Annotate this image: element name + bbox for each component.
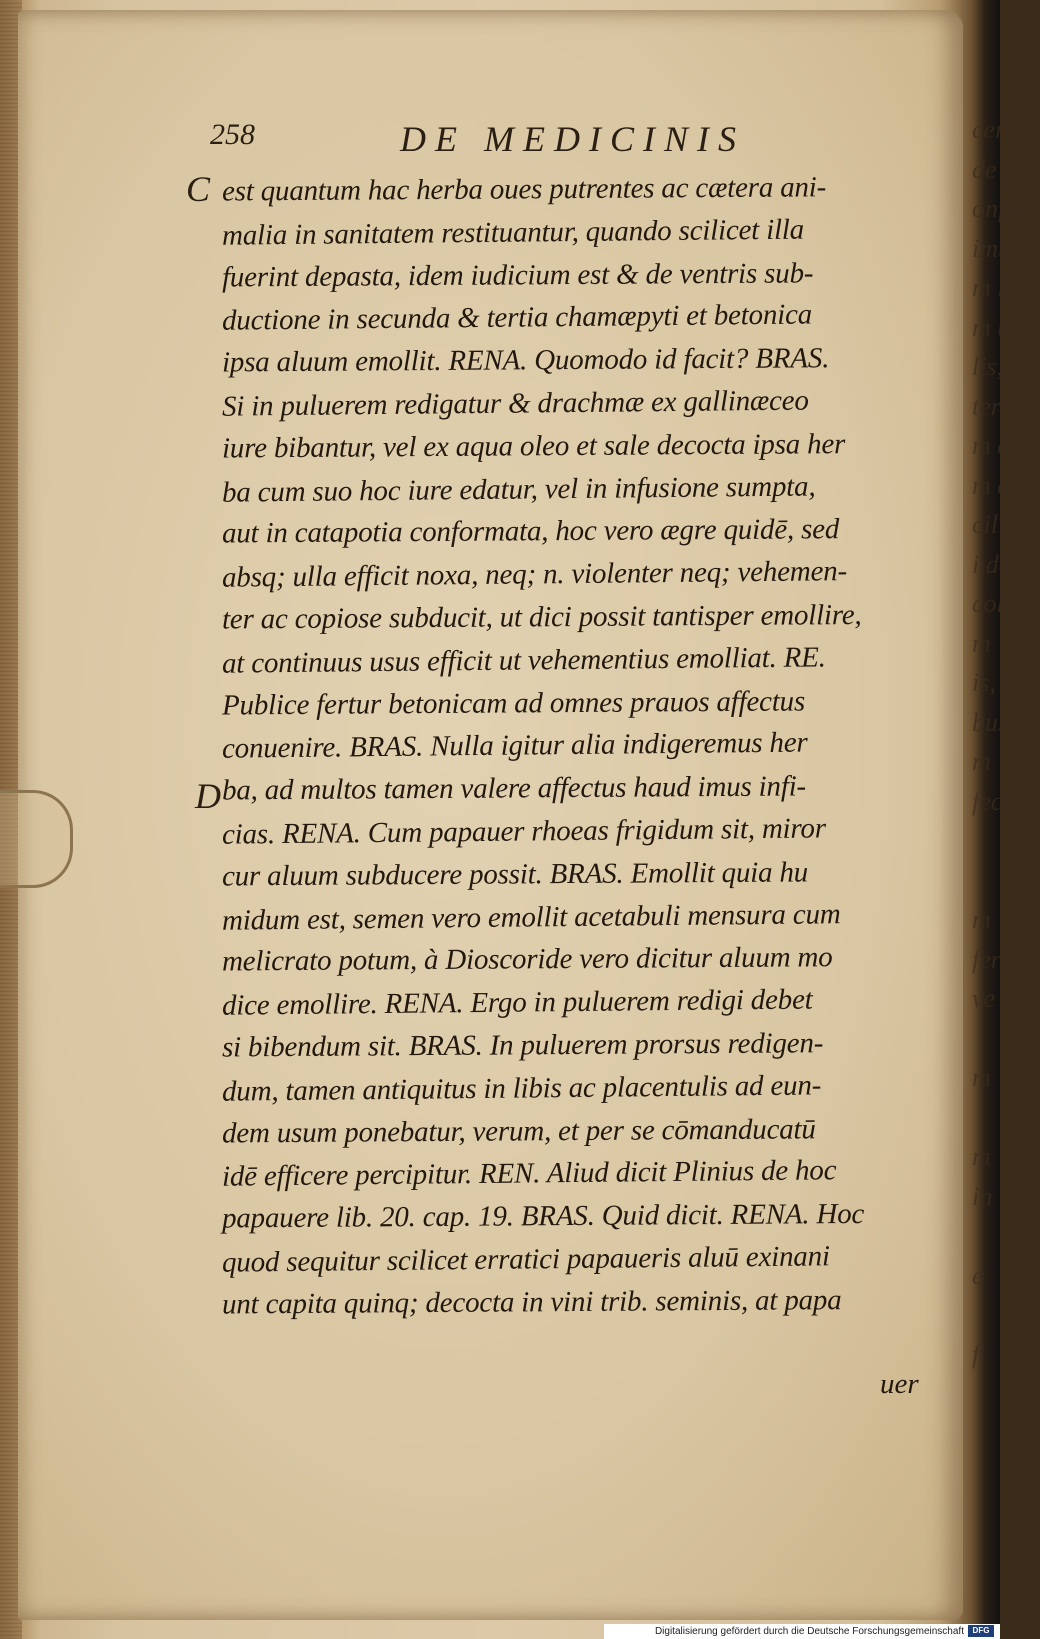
text-line: dem usum ponebatur, verum, et per se cōmanducatū — [221, 1112, 816, 1149]
text-line: malia in sanitatem restituantur, quando scilicet illa — [221, 213, 805, 252]
margin-letter-c: C — [186, 169, 211, 209]
book-clasp — [0, 790, 73, 888]
digitization-credit-banner — [604, 1624, 1000, 1639]
digitization-credit: Digitalisierung gefördert durch die Deutsche Forschungsgemeinschaft — [654, 1626, 964, 1637]
text-line: fuerint depasta, idem iudicium est & de ventris sub- — [221, 256, 814, 294]
text-line: si bibendum sit. BRAS. In puluerem prorsus redigen- — [221, 1027, 824, 1064]
text-line: Si in puluerem redigatur & drachmæ ex gallinæceo — [221, 384, 809, 423]
text-line: ductione in secunda & tertia chamæpyti et betonica — [221, 298, 813, 338]
text-line: ter ac copiose subducit, ut dici possit tantisper emollire, — [221, 598, 862, 636]
text-line: est quantum hac herba oues putrentes ac cætera ani- — [221, 171, 827, 208]
margin-letter-d: D — [195, 776, 221, 816]
text-line: cur aluum subducere possit. BRAS. Emollit quia hu — [221, 856, 809, 893]
text-line: midum est, semen vero emollit acetabuli mensura cum — [221, 897, 841, 937]
text-line: dum, tamen antiquitus in libis ac placentulis ad eun- — [221, 1069, 822, 1108]
text-line: iure bibantur, vel ex aqua oleo et sale decocta ipsa her — [221, 427, 846, 465]
text-line: ba, ad multos tamen valere affectus haud imus infi- — [221, 770, 807, 807]
text-line: idē efficere percipitur. REN. Aliud dicit Plinius de hoc — [221, 1154, 837, 1194]
catchword: uer — [880, 1368, 919, 1400]
running-head: DE MEDICINIS — [400, 119, 745, 159]
body-text — [222, 168, 927, 1324]
text-line: papauere lib. 20. cap. 19. BRAS. Quid dicit. RENA. Hoc — [221, 1198, 865, 1235]
facing-page-bleed: cera de s onfera imus m in m u lis, q ter m co m du cilis i dec colis m is, C bus m fect m fer ve m m in e f — [972, 115, 1040, 1369]
text-line: quod sequitur scilicet erratici papaueris aluū exinani — [221, 1240, 830, 1279]
text-line: ipsa aluum emollit. RENA. Quomodo id facit? BRAS. — [221, 342, 830, 379]
page-number: 258 — [210, 118, 255, 151]
text-line: conuenire. BRAS. Nulla igitur alia indigeremus her — [221, 726, 808, 766]
text-line: dice emollire. RENA. Ergo in puluerem redigi debet — [221, 983, 813, 1022]
text-line: Publice fertur betonicam ad omnes prauos affectus — [221, 684, 806, 722]
text-line: aut in catapotia conformata, hoc vero ægre quidē, sed — [221, 513, 840, 550]
dfg-logo-icon: DFG — [968, 1625, 994, 1637]
text-line: melicrato potum, à Dioscoride vero dicitur aluum mo — [221, 941, 833, 978]
text-line: cias. RENA. Cum papauer rhoeas frigidum sit, miror — [221, 812, 827, 851]
text-line: ba cum suo hoc iure edatur, vel in infusione sumpta, — [221, 470, 816, 509]
text-line: unt capita quinq; decocta in vini trib. seminis, at papa — [221, 1283, 842, 1321]
text-line: at continuus usus efficit ut vehementius emolliat. RE. — [221, 641, 826, 680]
text-line: absq; ulla efficit noxa, neq; n. violenter neq; vehemen- — [221, 555, 848, 594]
